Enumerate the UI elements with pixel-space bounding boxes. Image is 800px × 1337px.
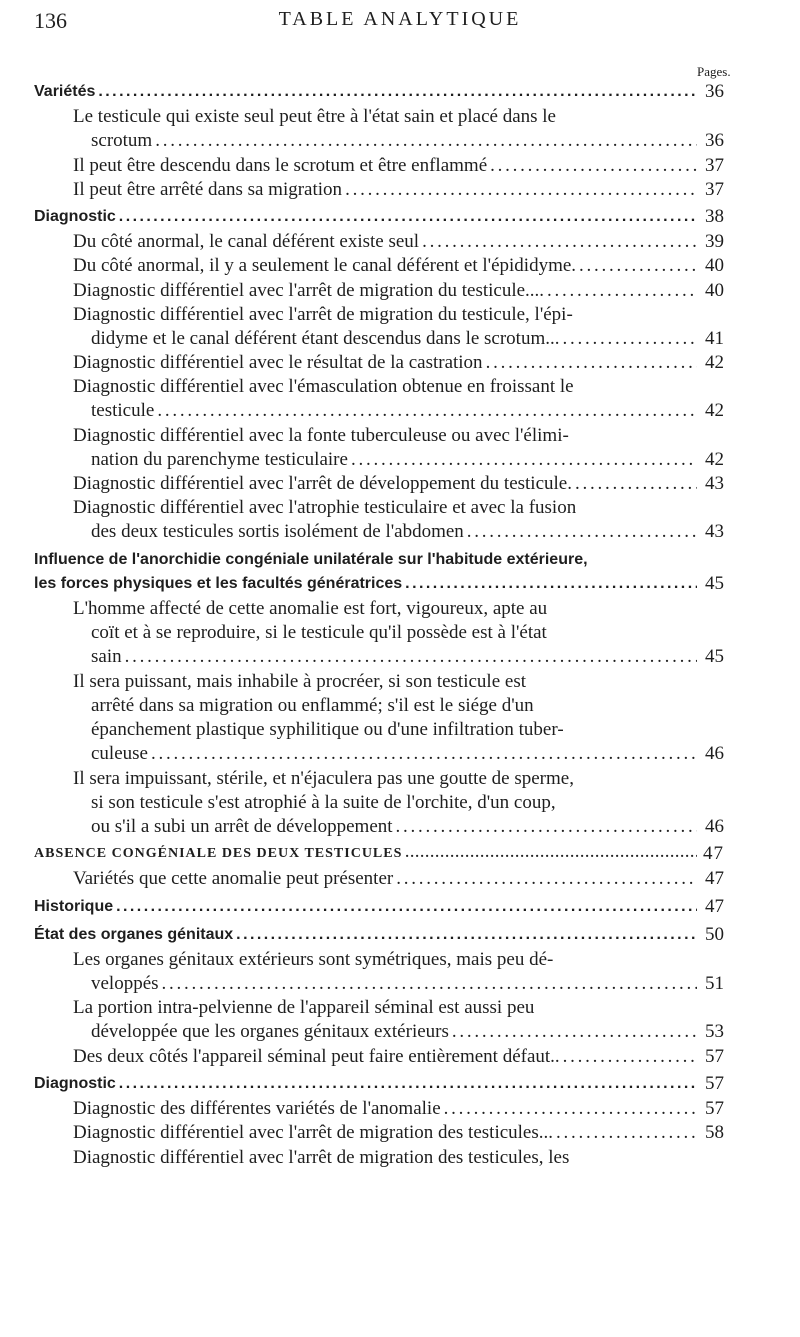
leader-dots — [155, 129, 697, 153]
toc-entry — [73, 496, 724, 544]
entry-text: Historique — [34, 897, 114, 915]
toc-entry — [73, 767, 724, 839]
page-ref: 53 — [705, 1021, 724, 1043]
page-number: 136 — [34, 8, 67, 33]
page-ref: 42 — [705, 448, 724, 470]
entry-text: sain — [91, 646, 122, 668]
toc-entry — [73, 948, 724, 996]
leader-dots — [405, 842, 697, 866]
leader-dots — [351, 448, 697, 472]
toc-entry — [73, 1121, 724, 1145]
leader-dots — [157, 399, 697, 423]
page-ref: 45 — [705, 646, 724, 668]
section-heading — [34, 1072, 724, 1096]
page-ref: 40 — [705, 255, 724, 277]
toc-entry — [73, 867, 724, 891]
leader-dots — [563, 327, 698, 351]
entry-text: ou s'il a subi un arrêt de développement — [91, 815, 393, 837]
leader-dots — [486, 351, 697, 375]
section-heading — [34, 895, 724, 919]
leader-dots — [579, 254, 697, 278]
page-ref: 46 — [705, 815, 724, 837]
section-heading — [34, 548, 724, 596]
entry-text: Du côté anormal, il y a seulement le canal déférent et l'épididyme. — [73, 255, 577, 277]
entry-text: Les organes génitaux extérieurs sont symétriques, mais peu dé- — [73, 949, 554, 970]
entry-text: arrêté dans sa migration ou enflammé; s'il est le siége d'un — [91, 694, 534, 716]
leader-dots — [125, 645, 697, 669]
entry-text: Il sera puissant, mais inhabile à procréer, si son testicule est — [73, 670, 526, 692]
page-ref: 47 — [703, 843, 724, 865]
toc-entry — [73, 1146, 724, 1170]
page-ref: 43 — [705, 473, 724, 495]
entry-text: Variétés que cette anomalie peut présenter — [73, 868, 394, 890]
entry-text: Influence de l'anorchidie congéniale unilatérale sur l'habitude extérieure, — [34, 550, 588, 568]
leader-dots — [116, 895, 697, 919]
entry-text: des deux testicules sortis isolément de l'abdomen — [91, 521, 464, 543]
entry-text: Diagnostic des différentes variétés de l'anomalie — [73, 1098, 441, 1120]
leader-dots — [405, 572, 697, 596]
page-ref: 57 — [705, 1098, 724, 1120]
section-heading — [34, 205, 724, 229]
leader-dots — [452, 1020, 697, 1044]
page-ref: 57 — [705, 1073, 724, 1094]
toc-entry — [73, 597, 724, 669]
leader-dots — [547, 279, 697, 303]
entry-text: Diagnostic différentiel avec le résultat de la castration — [73, 352, 483, 374]
leader-dots — [556, 1121, 697, 1145]
page-ref: 47 — [705, 868, 724, 890]
entry-text: Diagnostic différentiel avec la fonte tuberculeuse ou avec l'élimi- — [73, 424, 569, 446]
page-ref: 37 — [705, 154, 724, 176]
leader-dots — [444, 1097, 697, 1121]
leader-dots — [345, 178, 697, 202]
pages-column-label: Pages. — [697, 64, 731, 79]
section-heading — [34, 842, 724, 866]
toc-entry — [73, 375, 724, 423]
entry-text: Des deux côtés l'appareil séminal peut faire entièrement défaut.. — [73, 1045, 560, 1067]
entry-text: Il sera impuissant, stérile, et n'éjaculera pas une goutte de sperme, — [73, 767, 574, 789]
entry-text: Du côté anormal, le canal déférent existe seul — [73, 231, 420, 253]
entry-text: Le testicule qui existe seul peut être à l'état sain et placé dans le — [73, 106, 556, 128]
page-ref: 43 — [705, 521, 724, 543]
page-ref: 40 — [705, 279, 724, 301]
leader-dots — [151, 742, 697, 766]
entry-text: épanchement plastique syphilitique ou d'une infiltration tuber- — [91, 718, 564, 740]
entry-text: Diagnostic — [34, 208, 116, 225]
page-ref: 36 — [705, 81, 724, 102]
leader-dots — [422, 230, 697, 254]
leader-dots — [119, 205, 697, 229]
entry-text: scrotum — [91, 130, 153, 152]
toc-entry — [73, 472, 724, 496]
entry-text: Diagnostic différentiel avec l'arrêt de migration des testicules... — [73, 1122, 554, 1144]
page-ref: 46 — [705, 742, 724, 764]
toc-entry — [73, 105, 724, 153]
entry-text: les forces physiques et les facultés génératrices — [34, 574, 403, 592]
leader-dots — [563, 1045, 697, 1069]
toc-entry — [73, 351, 724, 375]
entry-text: didyme et le canal déférent étant descendus dans le scrotum... — [91, 327, 560, 349]
page-ref: 45 — [705, 572, 724, 594]
page-ref: 57 — [705, 1045, 724, 1067]
toc-entry — [73, 303, 724, 351]
page-ref: 36 — [705, 130, 724, 152]
page-ref: 42 — [705, 352, 724, 374]
leader-dots — [119, 1072, 697, 1096]
entry-text: La portion intra-pelvienne de l'appareil séminal est aussi peu — [73, 997, 535, 1019]
page-ref: 50 — [705, 923, 724, 945]
page-ref: 47 — [705, 895, 724, 917]
toc-entry — [73, 1097, 724, 1121]
section-heading — [34, 80, 724, 104]
entry-text: coït et à se reproduire, si le testicule qu'il possède est à l'état — [91, 622, 547, 644]
entry-text: nation du parenchyme testiculaire — [91, 448, 348, 470]
toc-entry — [73, 670, 724, 766]
page-ref: 58 — [705, 1122, 724, 1144]
toc-entry — [73, 279, 724, 303]
page-ref: 37 — [705, 178, 724, 200]
section-heading — [34, 923, 724, 947]
leader-dots — [575, 472, 697, 496]
leader-dots — [396, 815, 697, 839]
toc-entry — [73, 230, 724, 254]
toc-entry — [73, 996, 724, 1044]
page-ref: 39 — [705, 231, 724, 253]
page-ref: 41 — [705, 327, 724, 349]
entry-text: ABSENCE CONGÉNIALE DES DEUX TESTICULES — [34, 846, 403, 862]
entry-text: Diagnostic différentiel avec l'émasculation obtenue en froissant le — [73, 376, 574, 398]
toc-entry — [73, 254, 724, 278]
leader-dots — [396, 867, 697, 891]
entry-text: veloppés — [91, 973, 159, 994]
toc-entry — [73, 1045, 724, 1069]
toc-entry — [73, 154, 724, 178]
entry-text: Diagnostic différentiel avec l'arrêt de développement du testicule. — [73, 473, 572, 495]
entry-text: Il peut être arrêté dans sa migration — [73, 178, 343, 200]
entry-text: L'homme affecté de cette anomalie est fort, vigoureux, apte au — [73, 598, 548, 620]
toc-entry — [73, 424, 724, 472]
leader-dots — [98, 80, 697, 104]
entry-text: testicule — [91, 400, 155, 422]
leader-dots — [467, 520, 697, 544]
entry-text: Diagnostic différentiel avec l'atrophie testiculaire et avec la fusion — [73, 497, 577, 519]
entry-text: culeuse — [91, 742, 148, 764]
entry-text: Diagnostic différentiel avec l'arrêt de migration des testicules, les — [73, 1146, 570, 1168]
entry-text: Variétés — [34, 83, 96, 100]
toc-entry — [73, 178, 724, 202]
leader-dots — [162, 972, 697, 996]
page-ref: 38 — [705, 206, 724, 227]
leader-dots — [236, 923, 697, 947]
page-ref: 51 — [705, 973, 724, 994]
entry-text: Diagnostic différentiel avec l'arrêt de migration du testicule, l'épi- — [73, 303, 573, 325]
entry-text: Diagnostic différentiel avec l'arrêt de migration du testicule.... — [73, 279, 545, 301]
leader-dots — [490, 154, 697, 178]
entry-text: Diagnostic — [34, 1075, 116, 1092]
entry-text: si son testicule s'est atrophié à la suite de l'orchite, d'un coup, — [91, 791, 556, 813]
entry-text: développée que les organes génitaux extérieurs — [91, 1021, 449, 1043]
entry-text: Il peut être descendu dans le scrotum et être enflammé — [73, 154, 488, 176]
page-ref: 42 — [705, 400, 724, 422]
entry-text: État des organes génitaux — [34, 925, 234, 943]
running-head: TABLE ANALYTIQUE — [278, 8, 522, 30]
